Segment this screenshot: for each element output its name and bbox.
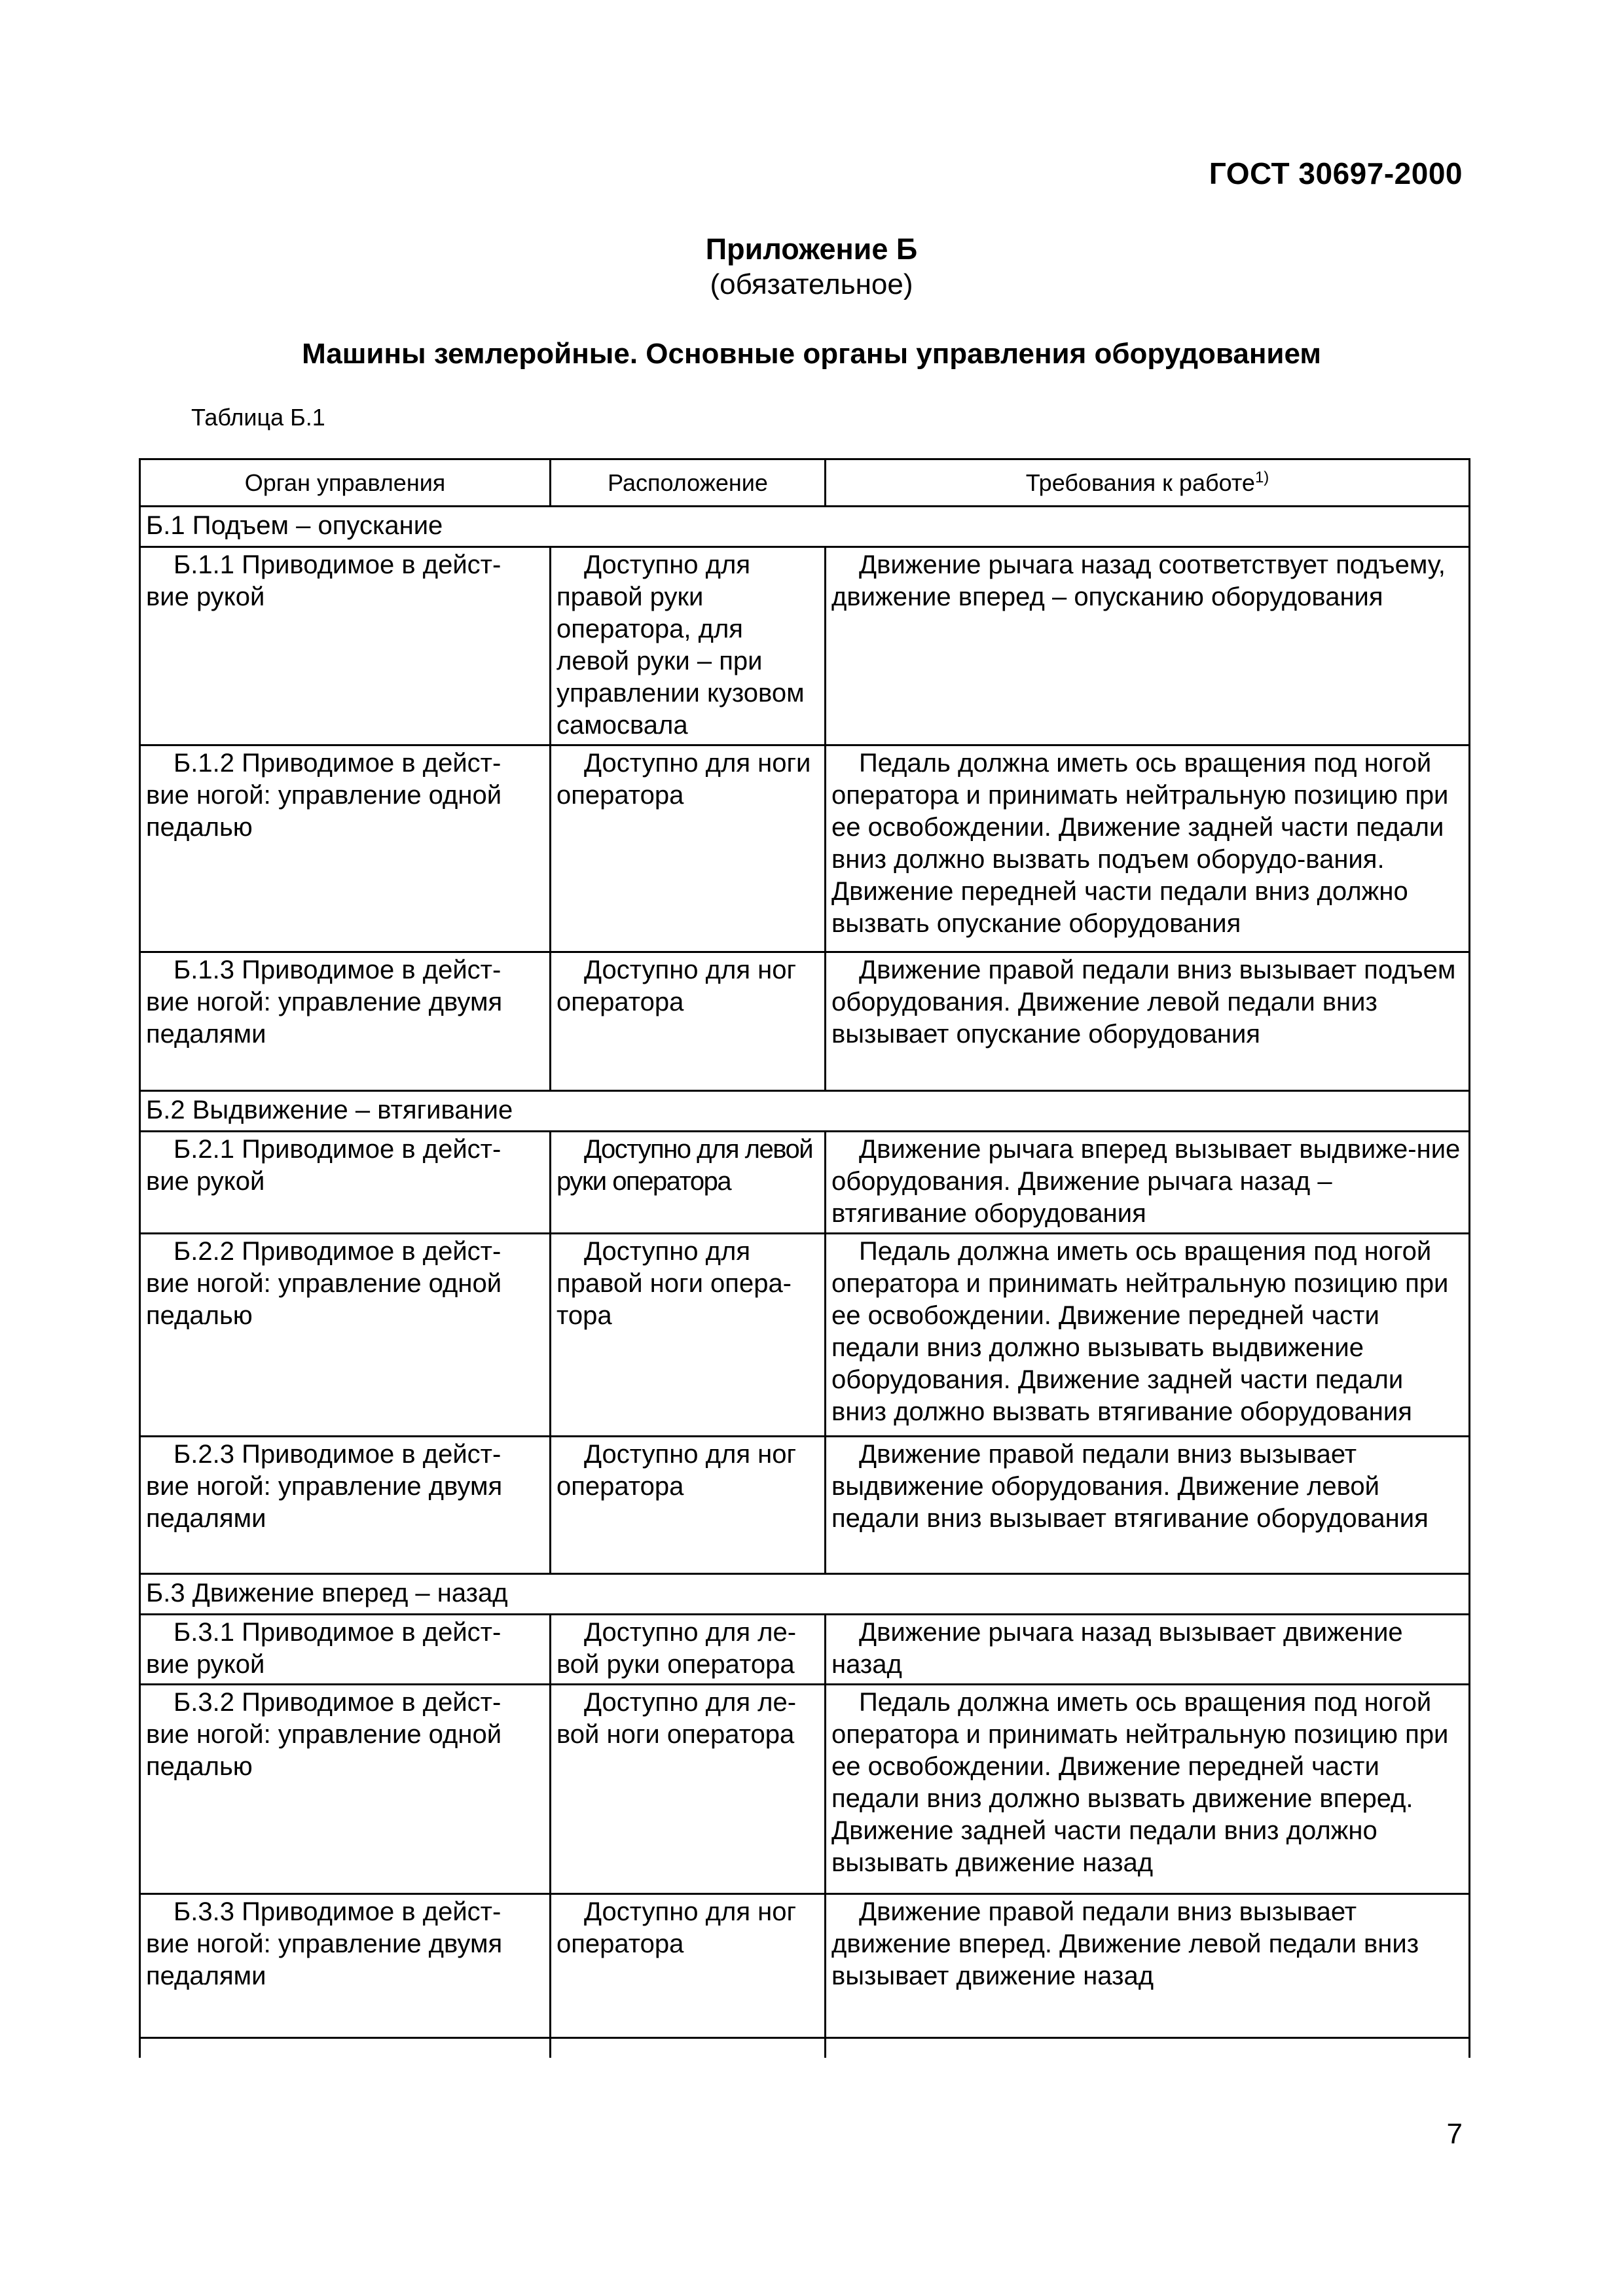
table-row: [140, 1615, 1470, 1685]
requirements-cell: Движение рычага назад соответствует подъему, движение вперед – опусканию оборудования: [826, 547, 1470, 745]
requirements-cell: Педаль должна иметь ось вращения под ногой оператора и принимать нейтральную позицию при ее освобождении. Движение передней части педали вниз должно вызывать выдвижение оборудования. Движение задней части педали вниз должно вызвать втягивание оборудования: [826, 1234, 1470, 1437]
appendix-status: (обязательное): [710, 268, 913, 300]
section-title: Б.1 Подъем – опускание: [140, 507, 1470, 547]
appendix-title: Приложение Б: [705, 232, 918, 266]
location-cell: Доступно для ног оператора: [551, 1894, 826, 2038]
control-cell: Б.1.1 Приводимое в дейст-вие рукой: [140, 547, 551, 745]
location-cell: Доступно для ноги оператора: [551, 745, 826, 952]
control-cell: Б.1.2 Приводимое в дейст-вие ногой: управление одной педалью: [140, 745, 551, 952]
requirements-cell: Движение правой педали вниз вызывает выдвижение оборудования. Движение левой педали вниз вызывает втягивание оборудования: [826, 1437, 1470, 1574]
continuation-cell: [826, 2038, 1470, 2058]
requirements-cell: Движение рычага вперед вызывает выдвиже-ние оборудования. Движение рычага назад – втягивание оборудования: [826, 1132, 1470, 1234]
standard-code: ГОСТ 30697-2000: [1209, 156, 1463, 190]
table-row: [140, 1685, 1470, 1894]
table-continuation-row: [140, 2038, 1470, 2058]
table-row: [140, 1894, 1470, 2038]
table-header-row: [140, 459, 1470, 507]
section-row: [140, 1574, 1470, 1615]
section-title: Б.2 Выдвижение – втягивание: [140, 1091, 1470, 1132]
section-row: [140, 507, 1470, 547]
control-cell: Б.2.1 Приводимое в дейст-вие рукой: [140, 1132, 551, 1234]
location-cell: Доступно для правой руки оператора, для левой руки – при управлении кузовом самосвала: [551, 547, 826, 745]
section-row: [140, 1091, 1470, 1132]
location-cell: Доступно для ле-вой руки оператора: [551, 1615, 826, 1685]
location-cell: Доступно для левой руки оператора: [551, 1132, 826, 1234]
table-row: [140, 745, 1470, 952]
column-header-location: Расположение: [551, 459, 826, 507]
column-header-control: Орган управления: [140, 459, 551, 507]
requirements-cell: Движение рычага назад вызывает движение назад: [826, 1615, 1470, 1685]
requirements-cell: Педаль должна иметь ось вращения под ногой оператора и принимать нейтральную позицию при ее освобождении. Движение задней части педали вниз должно вызвать подъем оборудо-вания. Движение передней части педали вниз должно вызвать опускание оборудования: [826, 745, 1470, 952]
table-caption: Таблица Б.1: [191, 404, 325, 431]
location-cell: Доступно для ног оператора: [551, 1437, 826, 1574]
location-cell: Доступно для ног оператора: [551, 952, 826, 1091]
control-cell: Б.3.2 Приводимое в дейст-вие ногой: управление одной педалью: [140, 1685, 551, 1894]
control-cell: Б.3.3 Приводимое в дейст-вие ногой: управление двумя педалями: [140, 1894, 551, 2038]
location-cell: Доступно для правой ноги опера-тора: [551, 1234, 826, 1437]
requirements-cell: Педаль должна иметь ось вращения под ногой оператора и принимать нейтральную позицию при ее освобождении. Движение передней части педали вниз должно вызвать движение вперед. Движение задней части педали вниз должно вызывать движение назад: [826, 1685, 1470, 1894]
table-row: [140, 1437, 1470, 1574]
page-number: 7: [1446, 2118, 1463, 2150]
column-header-requirements: [826, 459, 1470, 507]
column-header-requirements-label: Требования к работе: [1025, 469, 1255, 496]
control-cell: Б.3.1 Приводимое в дейст-вие рукой: [140, 1615, 551, 1685]
control-cell: Б.1.3 Приводимое в дейст-вие ногой: управление двумя педалями: [140, 952, 551, 1091]
table-row: [140, 1234, 1470, 1437]
continuation-cell: [551, 2038, 826, 2058]
control-cell: Б.2.2 Приводимое в дейст-вие ногой: управление одной педалью: [140, 1234, 551, 1437]
section-title: Б.3 Движение вперед – назад: [140, 1574, 1470, 1615]
control-cell: Б.2.3 Приводимое в дейст-вие ногой: управление двумя педалями: [140, 1437, 551, 1574]
requirements-cell: Движение правой педали вниз вызывает подъем оборудования. Движение левой педали вниз вызывает опускание оборудования: [826, 952, 1470, 1091]
document-title: Машины землеройные. Основные органы управления оборудованием: [302, 338, 1321, 370]
table-row: [140, 1132, 1470, 1234]
continuation-cell: [140, 2038, 551, 2058]
location-cell: Доступно для ле-вой ноги оператора: [551, 1685, 826, 1894]
table-row: [140, 547, 1470, 745]
requirements-cell: Движение правой педали вниз вызывает движение вперед. Движение левой педали вниз вызывает движение назад: [826, 1894, 1470, 2038]
controls-table: [139, 458, 1470, 2058]
footnote-mark: 1): [1254, 469, 1269, 486]
table-row: [140, 952, 1470, 1091]
